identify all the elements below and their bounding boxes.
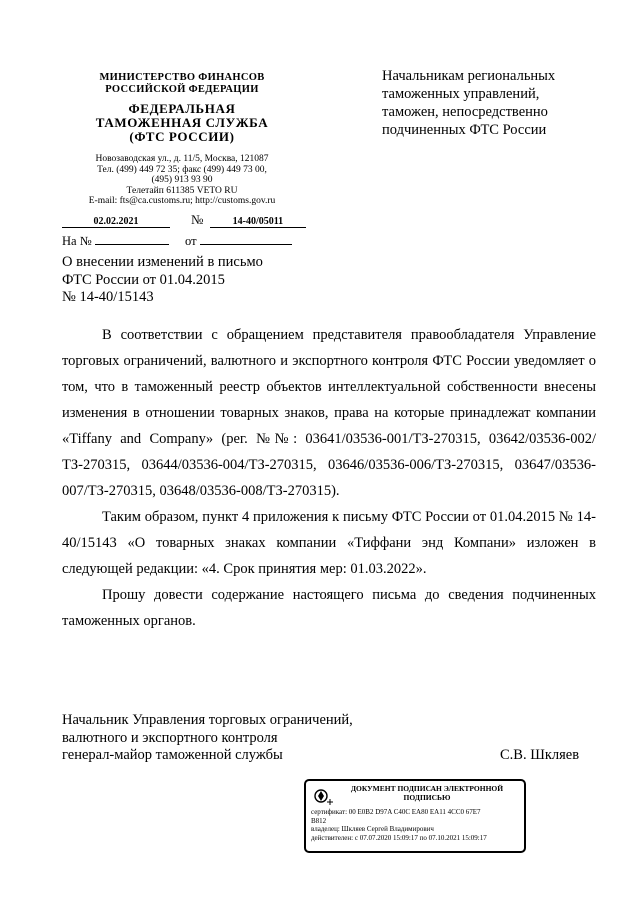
reference-label: На № bbox=[62, 234, 92, 248]
service-line-1: ФЕДЕРАЛЬНАЯ bbox=[128, 101, 236, 116]
subject-block bbox=[62, 254, 302, 307]
ministry-name bbox=[62, 72, 302, 96]
addressee-line-1: Начальникам региональных bbox=[382, 68, 556, 84]
address-line-1: Новозаводская ул., д. 11/5, Москва, 121087 bbox=[95, 154, 269, 164]
stamp-title-line-1: ДОКУМЕНТ ПОДПИСАН ЭЛЕКТРОННОЙ bbox=[350, 784, 504, 793]
stamp-certificate-cont: B812 bbox=[311, 816, 327, 825]
signatory-line-3: генерал-майор таможенной службы bbox=[62, 747, 283, 763]
stamp-owner: владелец: Шкляев Сергей Владимирович bbox=[311, 825, 434, 833]
letterhead bbox=[62, 72, 302, 207]
from-label: от bbox=[185, 234, 197, 248]
address-line-2: Тел. (499) 449 72 35; факс (499) 449 73 00, bbox=[97, 164, 267, 175]
addressee-block bbox=[382, 67, 612, 139]
ministry-line-2: РОССИЙСКОЙ ФЕДЕРАЦИИ bbox=[105, 84, 259, 95]
addressee-line-2: таможенных управлений, bbox=[382, 86, 540, 102]
addressee-line-3: таможен, непосредственно bbox=[382, 104, 548, 120]
reference-row bbox=[62, 232, 292, 249]
stamp-title bbox=[335, 785, 519, 802]
stamp-certificate: сертификат: 00 E0B2 D97A C40C EA80 EA11 4CC0 67E7 bbox=[311, 808, 481, 816]
addressee-line-4: подчиненных ФТС России bbox=[382, 122, 547, 138]
registration-date: 02.02.2021 bbox=[62, 216, 170, 228]
stamp-validity: действителен: с 07.07.2020 15:09:17 по 07.10.2021 15:09:17 bbox=[311, 833, 487, 842]
service-name bbox=[62, 102, 302, 144]
stamp-details bbox=[311, 808, 519, 842]
electronic-signature-stamp bbox=[304, 779, 526, 853]
service-line-2: ТАМОЖЕННАЯ СЛУЖБА bbox=[95, 115, 269, 130]
address-line-5: E-mail: fts@ca.customs.ru; http://customs.gov.ru bbox=[88, 196, 276, 206]
stamp-title-line-2: ПОДПИСЬЮ bbox=[403, 792, 451, 802]
service-line-3: (ФТС РОССИИ) bbox=[129, 129, 235, 144]
subject-line-2: ФТС России от 01.04.2015 bbox=[62, 271, 225, 288]
registration-number: 14-40/05011 bbox=[210, 216, 306, 228]
subject-line-3: № 14-40/15143 bbox=[62, 289, 154, 305]
address-line-3: (495) 913 93 90 bbox=[151, 175, 213, 185]
signatory-title bbox=[62, 712, 402, 765]
body-paragraph-3: Прошу довести содержание настоящего письма до сведения подчиненных таможенных органов. bbox=[62, 587, 596, 629]
letter-body bbox=[62, 322, 596, 634]
emblem-icon bbox=[313, 787, 335, 807]
number-sign: № bbox=[191, 212, 204, 227]
ministry-line-1: МИНИСТЕРСТВО ФИНАНСОВ bbox=[99, 72, 265, 83]
subject-line-1: О внесении изменений в письмо bbox=[62, 254, 263, 270]
signatory-line-2: валютного и экспортного контроля bbox=[62, 729, 278, 746]
from-blank bbox=[200, 232, 292, 245]
contact-details bbox=[62, 154, 302, 207]
signatory-name: С.В. Шкляев bbox=[500, 747, 580, 763]
signatory-line-1: Начальник Управления торговых ограничений, bbox=[62, 712, 353, 728]
body-paragraph-2: Таким образом, пункт 4 приложения к письму ФТС России от 01.04.2015 № 14-40/15143 «О товарных знаках компании «Тиффани энд Компани» изложен в следующей редакции: «4. Срок принятия мер: 01.03.2022». bbox=[62, 509, 596, 577]
address-line-4: Телетайп 611385 VETO RU bbox=[126, 185, 238, 196]
reference-blank bbox=[95, 232, 169, 245]
body-paragraph-1: В соответствии с обращением представителя правообладателя Управление торговых ограничений, валютного и экспортного контроля ФТС России уведомляет о том, что в таможенный реестр объектов интеллектуальной собственности внесены изменения в отношении товарных знаков, права на которые принадлежат компании «Tiffany and Company» (рег. №№: 03641/03536-001/ТЗ-270315, 03642/03536-002/ТЗ-270315, 03644/03536-004/ТЗ-270315, 03646/03536-006/ТЗ-270315, 03647/03536-007/ТЗ-270315, 03648/03536-008/ТЗ-270315). bbox=[62, 327, 596, 499]
registration-row bbox=[62, 212, 306, 228]
